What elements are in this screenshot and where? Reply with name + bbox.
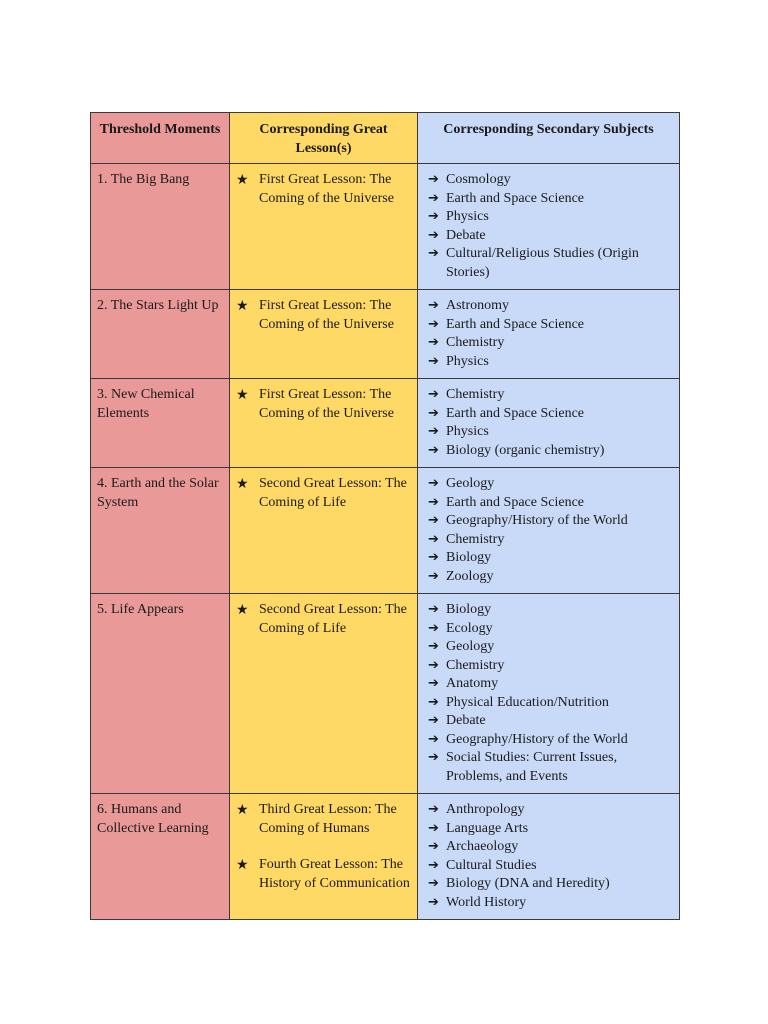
secondary-subjects-cell xyxy=(418,379,680,468)
great-lesson-item xyxy=(236,171,411,208)
secondary-subject-item xyxy=(424,494,673,513)
secondary-subject-text: Chemistry xyxy=(446,657,505,673)
arrow-right-icon: ➔ xyxy=(428,442,439,458)
arrow-right-icon: ➔ xyxy=(428,387,439,402)
secondary-subject-text: Anatomy xyxy=(446,676,499,691)
secondary-subjects-cell xyxy=(418,290,680,379)
secondary-subject-item xyxy=(424,801,673,820)
secondary-subject-item xyxy=(424,227,673,246)
secondary-subject-text: Debate xyxy=(446,713,486,728)
secondary-subject-text: Earth and Space Science xyxy=(446,190,584,206)
arrow-right-icon: ➔ xyxy=(428,857,439,873)
secondary-subject-text: Anthropology xyxy=(446,802,525,817)
secondary-subject-text: Physics xyxy=(446,209,489,224)
header-secondary-subjects: Corresponding Secondary Subjects xyxy=(418,113,680,164)
secondary-subject-text: Physics xyxy=(446,424,489,439)
star-icon: ★ xyxy=(236,802,249,818)
secondary-subject-list xyxy=(424,475,673,586)
threshold-moment-cell: 3. New Chemical Elements xyxy=(91,379,230,468)
secondary-subjects-cell xyxy=(418,164,680,290)
arrow-right-icon: ➔ xyxy=(428,839,439,854)
great-lesson-list xyxy=(236,386,411,423)
arrow-right-icon: ➔ xyxy=(428,513,439,528)
secondary-subject-item xyxy=(424,638,673,657)
secondary-subject-item xyxy=(424,549,673,568)
threshold-moment-cell: 2. The Stars Light Up xyxy=(91,290,230,379)
great-lesson-item xyxy=(236,475,411,512)
secondary-subject-item xyxy=(424,694,673,713)
secondary-subject-text: Earth and Space Science xyxy=(446,316,584,332)
arrow-right-icon: ➔ xyxy=(428,820,439,836)
secondary-subject-text: Social Studies: Current Issues, Problems, and Events xyxy=(446,750,618,784)
threshold-moment-cell: 1. The Big Bang xyxy=(91,164,230,290)
secondary-subject-text: Geography/History of the World xyxy=(446,731,628,747)
secondary-subjects-cell xyxy=(418,468,680,594)
great-lesson-item xyxy=(236,801,411,838)
secondary-subject-text: Language Arts xyxy=(446,820,529,836)
star-icon: ★ xyxy=(236,387,249,403)
secondary-subject-text: Chemistry xyxy=(446,387,505,402)
table-row xyxy=(91,594,680,794)
great-lesson-list xyxy=(236,801,411,893)
great-lesson-cell xyxy=(230,794,418,920)
secondary-subject-text: Cosmology xyxy=(446,172,511,187)
secondary-subjects-cell xyxy=(418,794,680,920)
arrow-right-icon: ➔ xyxy=(428,209,439,224)
arrow-right-icon: ➔ xyxy=(428,550,439,565)
secondary-subject-text: Earth and Space Science xyxy=(446,405,584,421)
arrow-right-icon: ➔ xyxy=(428,298,439,313)
secondary-subject-list xyxy=(424,297,673,371)
secondary-subject-item xyxy=(424,405,673,424)
great-lesson-text: First Great Lesson: The Coming of the Universe xyxy=(259,172,394,206)
great-lesson-text: First Great Lesson: The Coming of the Universe xyxy=(259,298,394,332)
great-lesson-list xyxy=(236,297,411,334)
arrow-right-icon: ➔ xyxy=(428,494,439,510)
arrow-right-icon: ➔ xyxy=(428,531,439,547)
great-lesson-cell xyxy=(230,468,418,594)
secondary-subject-text: Cultural Studies xyxy=(446,857,537,873)
secondary-subjects-cell xyxy=(418,594,680,794)
arrow-right-icon: ➔ xyxy=(428,476,439,491)
arrow-right-icon: ➔ xyxy=(428,894,439,910)
great-lesson-text: Second Great Lesson: The Coming of Life xyxy=(259,476,407,510)
secondary-subject-list xyxy=(424,171,673,282)
great-lesson-text: First Great Lesson: The Coming of the Universe xyxy=(259,387,394,421)
great-lesson-cell xyxy=(230,594,418,794)
secondary-subject-text: Ecology xyxy=(446,620,493,636)
star-icon: ★ xyxy=(236,298,249,314)
secondary-subject-item xyxy=(424,297,673,316)
secondary-subject-list xyxy=(424,801,673,912)
table-row xyxy=(91,468,680,594)
secondary-subject-item xyxy=(424,442,673,461)
arrow-right-icon: ➔ xyxy=(428,731,439,747)
secondary-subject-list xyxy=(424,386,673,460)
secondary-subject-text: Astronomy xyxy=(446,298,509,313)
secondary-subject-text: Geology xyxy=(446,476,495,491)
secondary-subject-item xyxy=(424,568,673,587)
arrow-right-icon: ➔ xyxy=(428,316,439,332)
arrow-right-icon: ➔ xyxy=(428,676,439,691)
secondary-subject-item xyxy=(424,838,673,857)
threshold-moment-cell: 5. Life Appears xyxy=(91,594,230,794)
secondary-subject-text: Earth and Space Science xyxy=(446,494,584,510)
secondary-subject-item xyxy=(424,245,673,282)
great-lesson-item xyxy=(236,386,411,423)
great-lesson-cell xyxy=(230,164,418,290)
table-row xyxy=(91,379,680,468)
arrow-right-icon: ➔ xyxy=(428,246,439,261)
secondary-subject-item xyxy=(424,820,673,839)
threshold-moments-table xyxy=(90,112,680,920)
table-row xyxy=(91,290,680,379)
secondary-subject-item xyxy=(424,749,673,786)
secondary-subject-text: Biology xyxy=(446,550,492,565)
arrow-right-icon: ➔ xyxy=(428,353,439,369)
arrow-right-icon: ➔ xyxy=(428,172,439,187)
secondary-subject-text: Biology xyxy=(446,602,492,617)
secondary-subject-item xyxy=(424,657,673,676)
header-great-lessons: Corresponding Great Lesson(s) xyxy=(230,113,418,164)
great-lesson-list xyxy=(236,171,411,208)
arrow-right-icon: ➔ xyxy=(428,802,439,817)
secondary-subject-item xyxy=(424,675,673,694)
header-threshold-moments: Threshold Moments xyxy=(91,113,230,164)
arrow-right-icon: ➔ xyxy=(428,639,439,654)
star-icon: ★ xyxy=(236,602,249,618)
secondary-subject-item xyxy=(424,712,673,731)
arrow-right-icon: ➔ xyxy=(428,657,439,673)
arrow-right-icon: ➔ xyxy=(428,405,439,421)
arrow-right-icon: ➔ xyxy=(428,424,439,439)
secondary-subject-item xyxy=(424,857,673,876)
great-lesson-cell xyxy=(230,290,418,379)
secondary-subject-item xyxy=(424,512,673,531)
arrow-right-icon: ➔ xyxy=(428,750,439,765)
great-lesson-item xyxy=(236,856,411,893)
secondary-subject-text: World History xyxy=(446,894,527,910)
arrow-right-icon: ➔ xyxy=(428,190,439,206)
arrow-right-icon: ➔ xyxy=(428,335,439,350)
secondary-subject-item xyxy=(424,316,673,335)
secondary-subject-item xyxy=(424,386,673,405)
secondary-subject-item xyxy=(424,875,673,894)
arrow-right-icon: ➔ xyxy=(428,568,439,584)
secondary-subject-text: Biology (DNA and Heredity) xyxy=(446,876,610,891)
secondary-subject-item xyxy=(424,731,673,750)
great-lesson-cell xyxy=(230,379,418,468)
secondary-subject-item xyxy=(424,620,673,639)
arrow-right-icon: ➔ xyxy=(428,620,439,636)
secondary-subject-item xyxy=(424,190,673,209)
secondary-subject-item xyxy=(424,353,673,372)
great-lesson-list xyxy=(236,601,411,638)
secondary-subject-text: Cultural/Religious Studies (Origin Stories) xyxy=(446,246,639,280)
secondary-subject-text: Biology (organic chemistry) xyxy=(446,442,605,458)
arrow-right-icon: ➔ xyxy=(428,713,439,728)
great-lesson-text: Third Great Lesson: The Coming of Humans xyxy=(259,802,397,836)
secondary-subject-text: Debate xyxy=(446,227,486,243)
great-lesson-text: Second Great Lesson: The Coming of Life xyxy=(259,602,407,636)
secondary-subject-item xyxy=(424,208,673,227)
secondary-subject-text: Zoology xyxy=(446,568,494,584)
star-icon: ★ xyxy=(236,476,249,492)
secondary-subject-text: Physical Education/Nutrition xyxy=(446,694,609,710)
table-row xyxy=(91,164,680,290)
secondary-subject-text: Geology xyxy=(446,639,495,654)
secondary-subject-text: Chemistry xyxy=(446,531,505,547)
header-row xyxy=(91,113,680,164)
secondary-subject-item xyxy=(424,601,673,620)
arrow-right-icon: ➔ xyxy=(428,602,439,617)
secondary-subject-text: Geography/History of the World xyxy=(446,513,628,528)
great-lesson-text: Fourth Great Lesson: The History of Communication xyxy=(259,857,410,891)
secondary-subject-item xyxy=(424,894,673,913)
great-lesson-item xyxy=(236,297,411,334)
secondary-subject-list xyxy=(424,601,673,786)
secondary-subject-text: Chemistry xyxy=(446,335,505,350)
arrow-right-icon: ➔ xyxy=(428,227,439,243)
secondary-subject-item xyxy=(424,475,673,494)
arrow-right-icon: ➔ xyxy=(428,694,439,710)
great-lesson-item xyxy=(236,601,411,638)
secondary-subject-item xyxy=(424,334,673,353)
threshold-moment-cell: 4. Earth and the Solar System xyxy=(91,468,230,594)
great-lesson-list xyxy=(236,475,411,512)
secondary-subject-item xyxy=(424,423,673,442)
secondary-subject-text: Archaeology xyxy=(446,839,519,854)
table-row xyxy=(91,794,680,920)
secondary-subject-text: Physics xyxy=(446,353,489,369)
star-icon: ★ xyxy=(236,172,249,188)
arrow-right-icon: ➔ xyxy=(428,876,439,891)
threshold-moment-cell: 6. Humans and Collective Learning xyxy=(91,794,230,920)
secondary-subject-item xyxy=(424,171,673,190)
star-icon: ★ xyxy=(236,857,249,873)
secondary-subject-item xyxy=(424,531,673,550)
